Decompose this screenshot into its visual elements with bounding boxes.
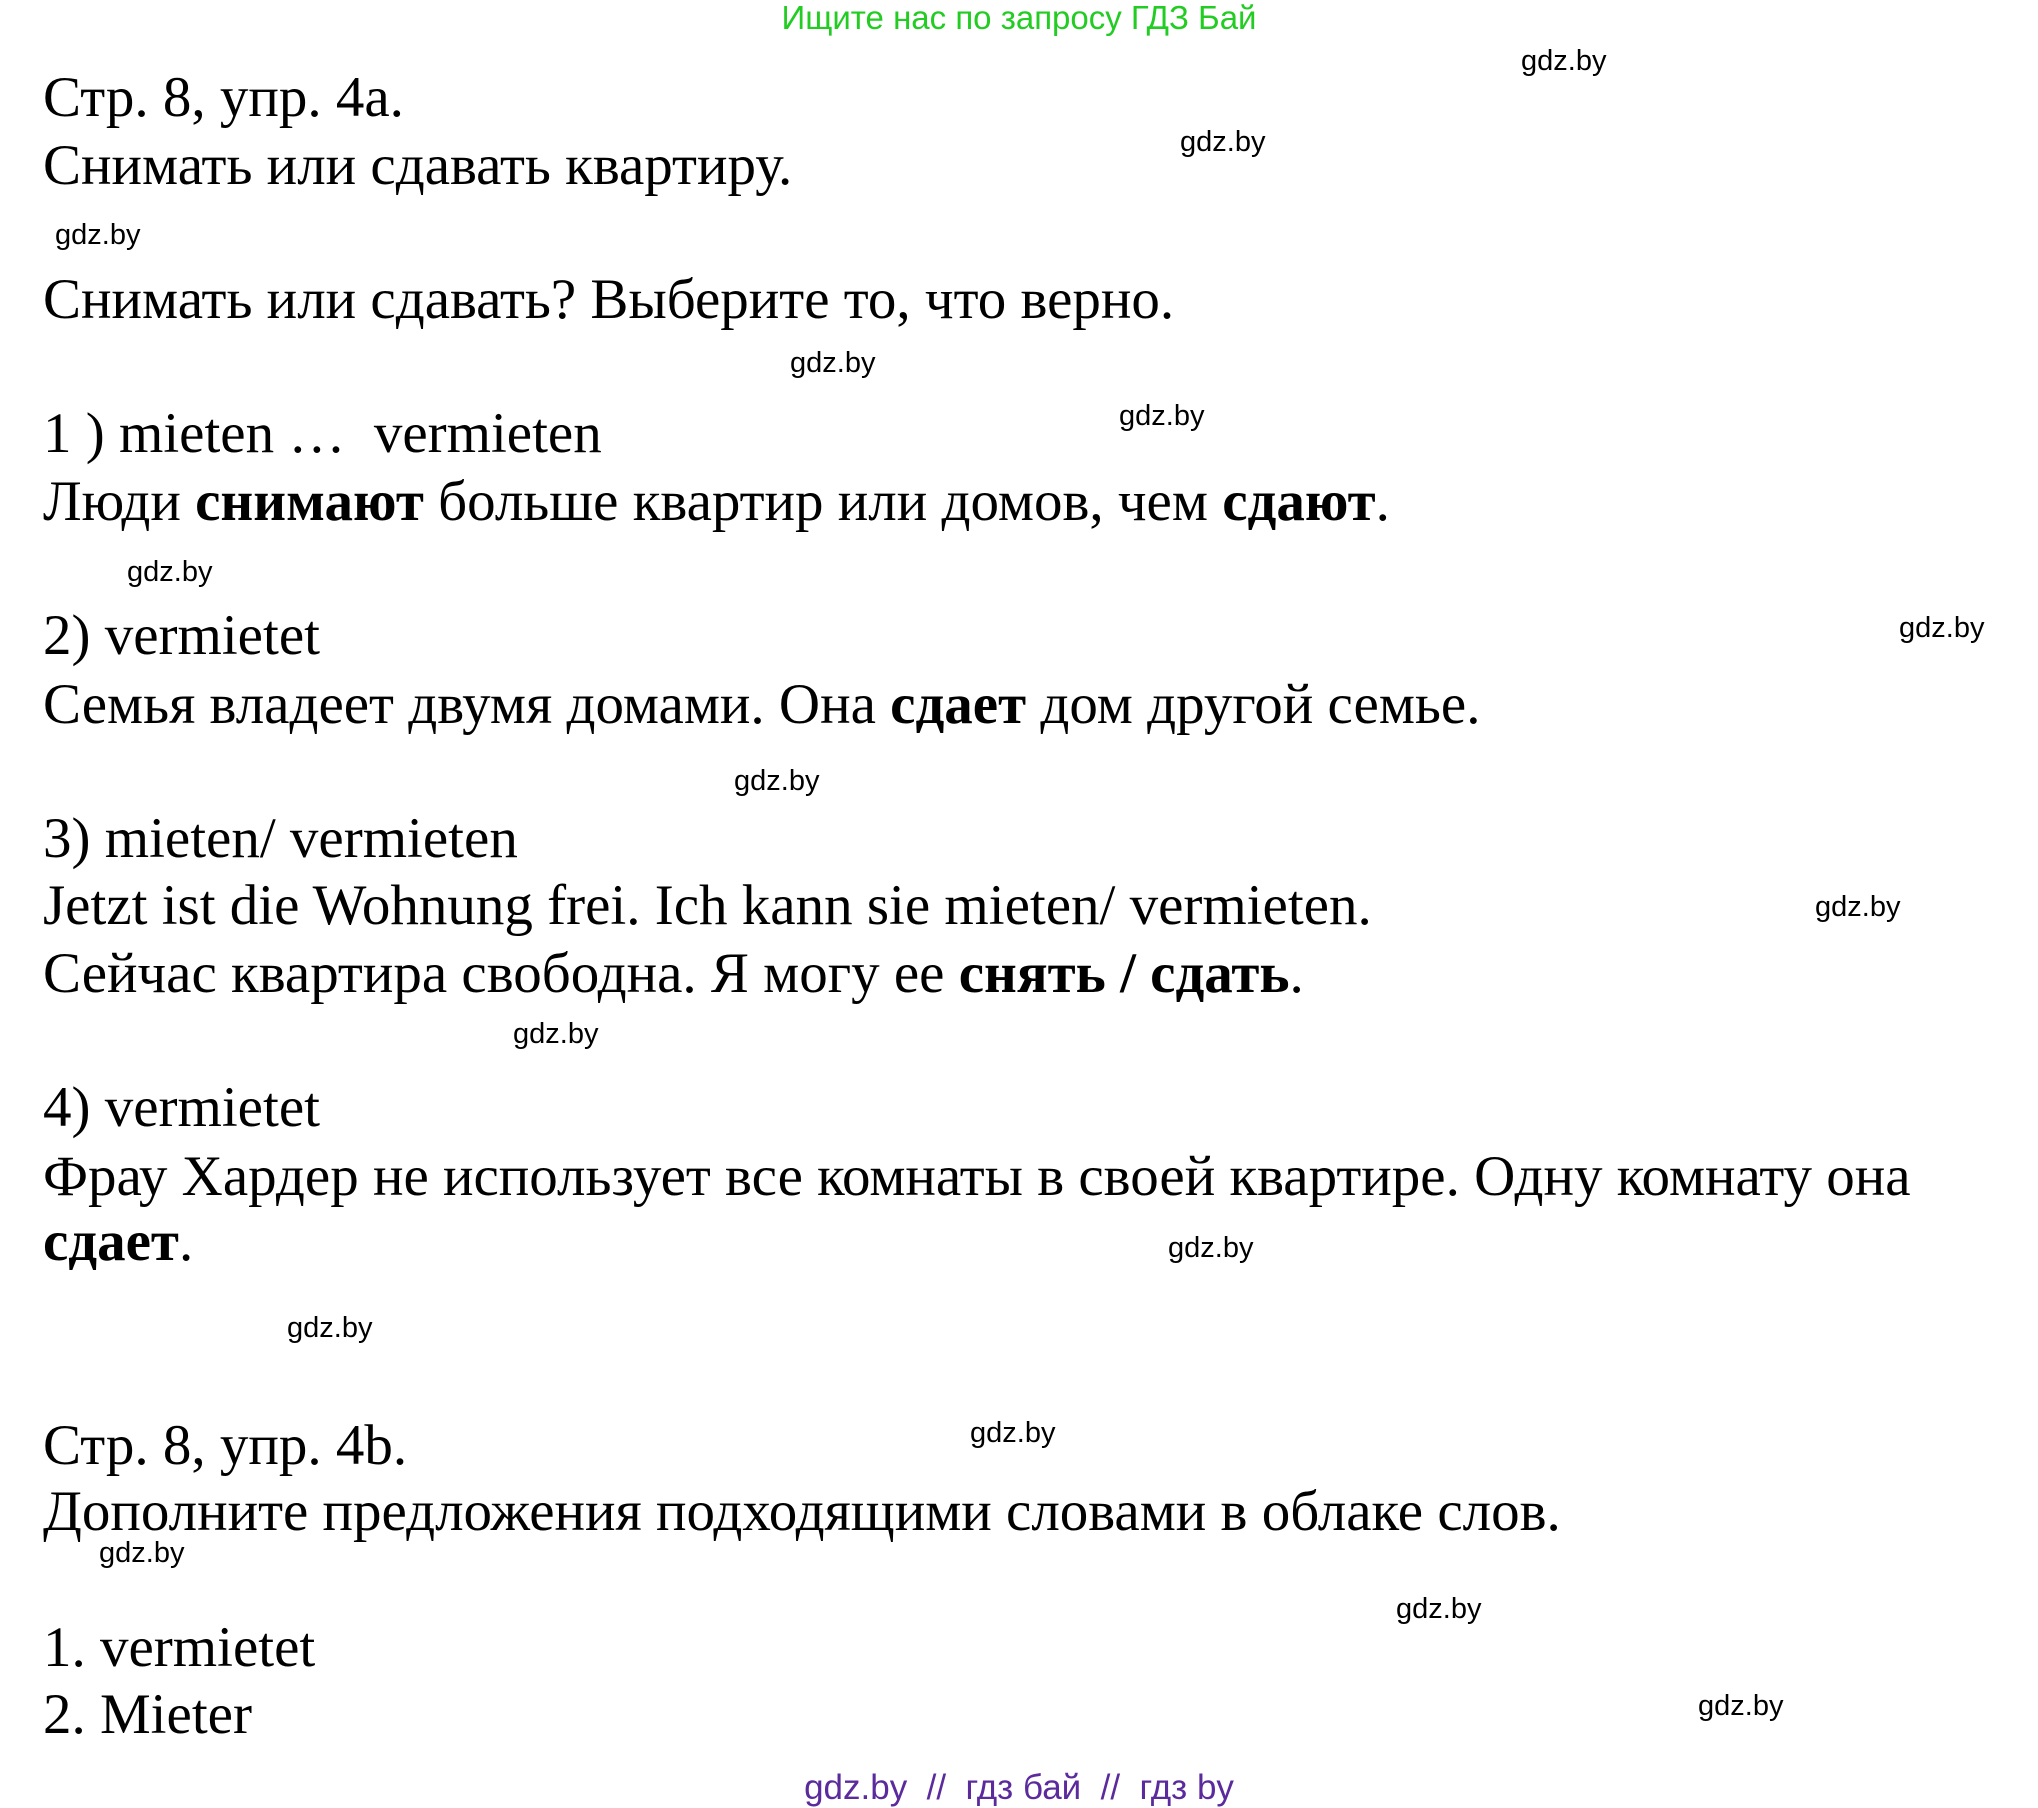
text-segment: дом другой семье. [1026, 673, 1481, 736]
text-segment: Снимать или сдавать? Выберите то, что верно. [43, 268, 1175, 331]
footer-links: gdz.by // гдз бай // гдз by [804, 1768, 1234, 1807]
watermark: gdz.by [55, 219, 141, 251]
text-line [43, 601, 320, 671]
text-line [43, 63, 404, 133]
watermark: gdz.by [1396, 1593, 1482, 1625]
text-segment: Фрау Хардер не использует все комнаты в своей квартире. Одну комнату она [43, 1145, 1911, 1208]
watermark: gdz.by [1521, 45, 1607, 77]
text-line [43, 1142, 1911, 1212]
text-segment: . [1375, 470, 1390, 533]
text-line [43, 804, 518, 874]
watermark: gdz.by [790, 347, 876, 379]
text-line [43, 1680, 252, 1750]
watermark: gdz.by [99, 1537, 185, 1569]
text-segment: 4) vermietet [43, 1076, 320, 1139]
text-line [43, 399, 602, 469]
answer-highlight: сдает [890, 673, 1027, 736]
watermark: gdz.by [1180, 126, 1266, 158]
text-segment: 3) mieten/ vermieten [43, 807, 518, 870]
text-segment: 1 ) mieten … vermieten [43, 402, 602, 465]
text-segment: Jetzt ist die Wohnung frei. Ich kann sie mieten/ vermieten. [43, 874, 1372, 937]
text-segment: Сейчас квартира свободна. Я могу ее [43, 942, 959, 1005]
text-line [43, 467, 1390, 537]
watermark: gdz.by [1168, 1232, 1254, 1264]
text-segment: Стр. 8, упр. 4b. [43, 1414, 408, 1477]
text-line [43, 1411, 407, 1481]
text-line [43, 1477, 1561, 1547]
text-segment: 2. Mieter [43, 1683, 252, 1746]
text-segment: 1. vermietet [43, 1616, 316, 1679]
watermark: gdz.by [1119, 400, 1205, 432]
text-line [43, 670, 1480, 740]
text-segment: Снимать или сдавать квартиру. [43, 134, 793, 197]
watermark: gdz.by [287, 1312, 373, 1344]
text-segment: 2) vermietet [43, 604, 320, 667]
watermark: gdz.by [1899, 612, 1985, 644]
text-segment: Семья владеет двумя домами. Она [43, 673, 891, 736]
text-line [43, 131, 792, 201]
text-line [43, 1073, 320, 1143]
answer-highlight: сдает [43, 1210, 179, 1273]
watermark: gdz.by [1698, 1690, 1784, 1722]
text-segment: . [1289, 942, 1304, 1005]
watermark: gdz.by [970, 1417, 1056, 1449]
text-line [43, 871, 1372, 941]
text-segment: Люди [43, 470, 196, 533]
watermark: gdz.by [734, 765, 820, 797]
answer-highlight: сдают [1222, 470, 1376, 533]
text-line [43, 939, 1304, 1009]
watermark: gdz.by [513, 1018, 599, 1050]
text-line [43, 1613, 315, 1683]
text-segment: . [178, 1210, 194, 1273]
text-segment: больше квартир или домов, чем [423, 470, 1223, 533]
watermark: gdz.by [127, 556, 213, 588]
watermark: gdz.by [1815, 891, 1901, 923]
text-line [43, 265, 1174, 335]
search-hint-banner: Ищите нас по запросу ГДЗ Бай [781, 0, 1257, 36]
text-segment: Дополните предложения подходящими словами в облаке слов. [43, 1480, 1561, 1543]
answer-highlight: снять / сдать [958, 942, 1290, 1005]
answer-highlight: снимают [195, 470, 424, 533]
text-line [43, 1207, 193, 1277]
text-segment: Стр. 8, упр. 4а. [43, 66, 404, 129]
